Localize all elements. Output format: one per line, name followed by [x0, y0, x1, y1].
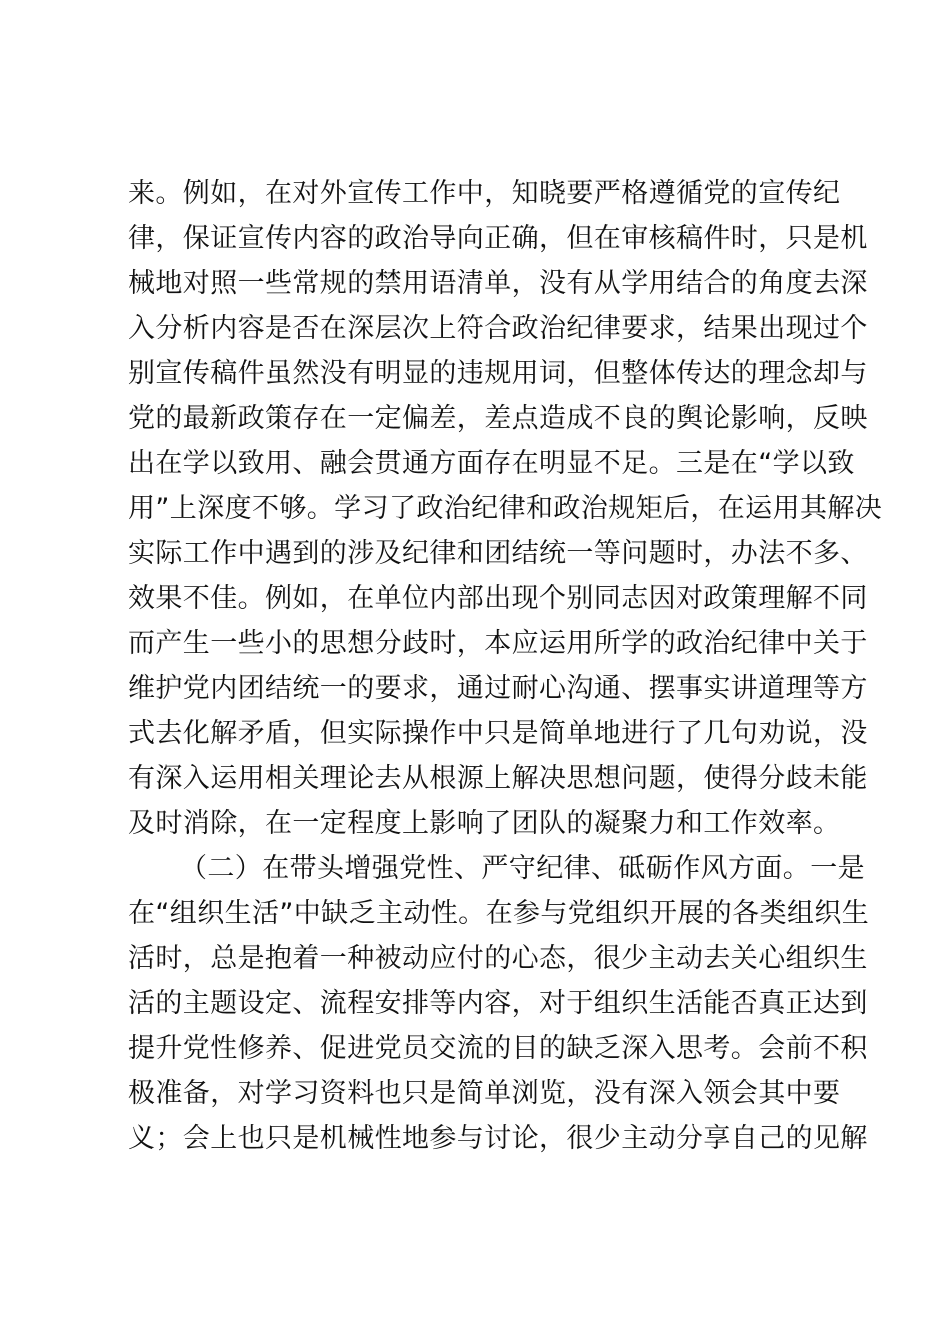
text-line-19: 活的主题设定、流程安排等内容，对于组织生活能否真正达到	[128, 988, 868, 1019]
text-line-2: 律，保证宣传内容的政治导向正确，但在审核稿件时，只是机	[128, 223, 868, 254]
text-line-16: （二）在带头增强党性、严守纪律、砥砺作风方面。一是	[180, 853, 865, 884]
text-line-14: 有深入运用相关理论去从根源上解决思想问题，使得分歧未能	[128, 763, 868, 794]
text-line-10: 效果不佳。例如，在单位内部出现个别同志因对政策理解不同	[128, 583, 868, 614]
text-line-15: 及时消除，在一定程度上影响了团队的凝聚力和工作效率。	[128, 808, 841, 839]
text-line-13: 式去化解矛盾，但实际操作中只是简单地进行了几句劝说，没	[128, 718, 868, 749]
text-line-18: 活时，总是抱着一种被动应付的心态，很少主动去关心组织生	[128, 943, 868, 974]
text-line-22: 义；会上也只是机械性地参与讨论，很少主动分享自己的见解	[128, 1123, 868, 1154]
text-line-9: 实际工作中遇到的涉及纪律和团结统一等问题时，办法不多、	[128, 538, 868, 569]
text-line-6: 党的最新政策存在一定偏差，差点造成不良的舆论影响，反映	[128, 403, 868, 434]
text-line-12: 维护党内团结统一的要求，通过耐心沟通、摆事实讲道理等方	[128, 673, 868, 704]
text-line-3: 械地对照一些常规的禁用语清单，没有从学用结合的角度去深	[128, 268, 868, 299]
text-line-4: 入分析内容是否在深层次上符合政治纪律要求，结果出现过个	[128, 313, 868, 344]
text-line-21: 极准备，对学习资料也只是简单浏览，没有深入领会其中要	[128, 1078, 841, 1109]
text-line-20: 提升党性修养、促进党员交流的目的缺乏深入思考。会前不积	[128, 1033, 868, 1064]
text-line-7: 出在学以致用、融会贯通方面存在明显不足。三是在“学以致	[128, 448, 855, 479]
text-line-17: 在“组织生活”中缺乏主动性。在参与党组织开展的各类组织生	[128, 898, 870, 929]
text-line-5: 别宣传稿件虽然没有明显的违规用词，但整体传达的理念却与	[128, 358, 868, 389]
text-line-8: 用”上深度不够。学习了政治纪律和政治规矩后，在运用其解决	[128, 493, 883, 524]
text-line-1: 来。例如，在对外宣传工作中，知晓要严格遵循党的宣传纪	[128, 178, 841, 209]
text-line-11: 而产生一些小的思想分歧时，本应运用所学的政治纪律中关于	[128, 628, 868, 659]
